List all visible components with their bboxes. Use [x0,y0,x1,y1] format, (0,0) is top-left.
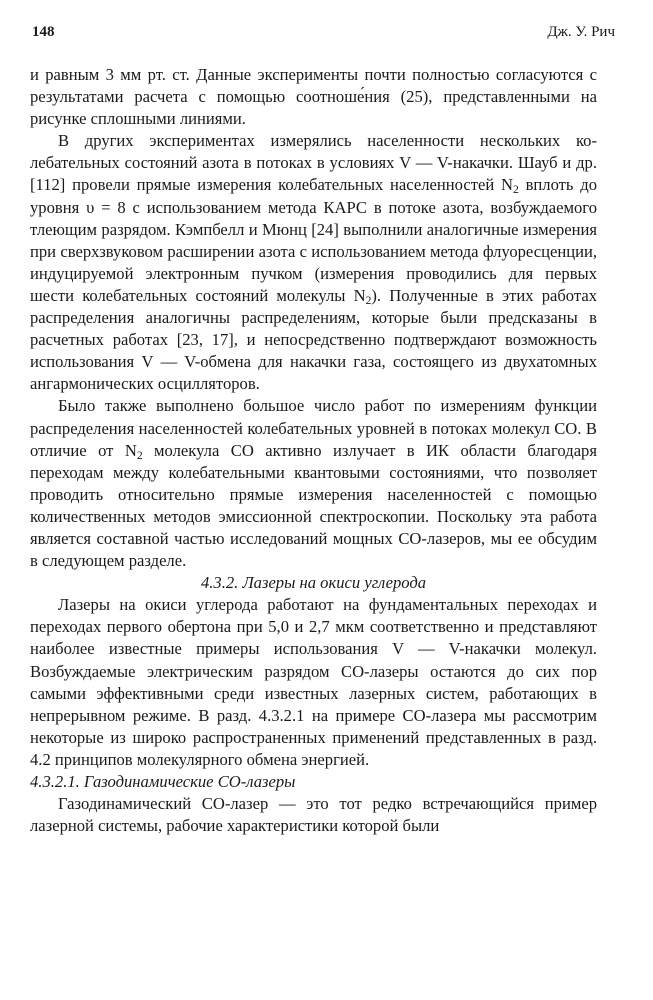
page-number: 148 [32,24,55,40]
section-heading-4-3-2: 4.3.2. Лазеры на окиси углерода [200,573,427,593]
paragraph-2 [30,130,597,395]
paragraph-5: Газодинамический СО-лазер — это тот редко встречающийся пример лазерной системы, рабочие характеристики которой были [30,794,597,836]
paragraph-1: и равным 3 мм рт. ст. Данные эксперименты почти полностью согласуются с результатами расчета с помощью соотноше́ния (25), представленными на рисунке сплошными линиями. [30,65,597,129]
running-head: Дж. У. Рич [547,24,615,40]
paragraph-2-part-c: ). Полученные в этих работах распределения аналогичны распределениям, которые были предсказаны в расчетных работах [23, 17], и непосредственно подтверждают возможность использования V — V-обмена для накачки газа, состоящего из двухатомных ангармонических осцилляторов. [30,285,597,394]
paragraph-2-part-a: В других экспериментах измерялись населенности нескольких колебательных состояний азота в потоках в условиях V — V-накачки. Шауб и др. [112] провели прямые измерения колебательных населенностей N [30,131,597,195]
page-header [32,24,615,48]
paragraph-3-part-a: Было также выполнено большое число работ по измерениям функции распределения населенностей колебательных уровней в потоках молекул СО. В отличие от N [30,396,597,460]
subscript-2: 2 [365,293,372,307]
paragraph-4: Лазеры на окиси углерода работают на фундаментальных переходах и переходах первого обертона при 5,0 и 2,7 мкм соответственно и представляют наиболее известные примеры использования V — V-накачки молекул. Возбуждаемые электрическим разрядом СО-лазеры остаются до сих пор самыми эффективными среди известных лазерных систем, работающих в непрерывном режиме. В разд. 4.3.2.1 на примере СО-лазера мы рассмотрим некоторые из широко распространенных применений представленных в разд. 4.2 принципов молекулярного обмена энергией. [30,595,597,769]
subscript-2: 2 [136,448,143,462]
body-text [30,64,597,837]
paragraph-2-part-b: вплоть до уровня υ = 8 с использованием метода КАРС в потоке азота, возбуждаемого тлеющим разрядом. Кэмпбелл и Мюнц [24] выполнили аналогичные измерения при сверхзвуковом расширении азота с использованием метода флуоресценции, индуцируемой электронным пучком (измерения проводились для первых шести колебательных состояний молекулы N [30,175,598,305]
subscript-2: 2 [512,183,519,197]
paragraph-3 [30,395,597,572]
subsection-heading-4-3-2-1: 4.3.2.1. Газодинамические СО-лазеры [30,772,296,791]
paragraph-3-part-b: молекула СО активно излучает в ИК области благодаря переходам между колебательными квантовыми состояниями, что позволяет проводить относительно прямые измерения населенностей с помощью количественных методов эмиссионной спектроскопии. Поскольку эта работа является составной частью исследований мощных СО-лазеров, мы ее обсудим в следующем разделе. [30,440,597,571]
